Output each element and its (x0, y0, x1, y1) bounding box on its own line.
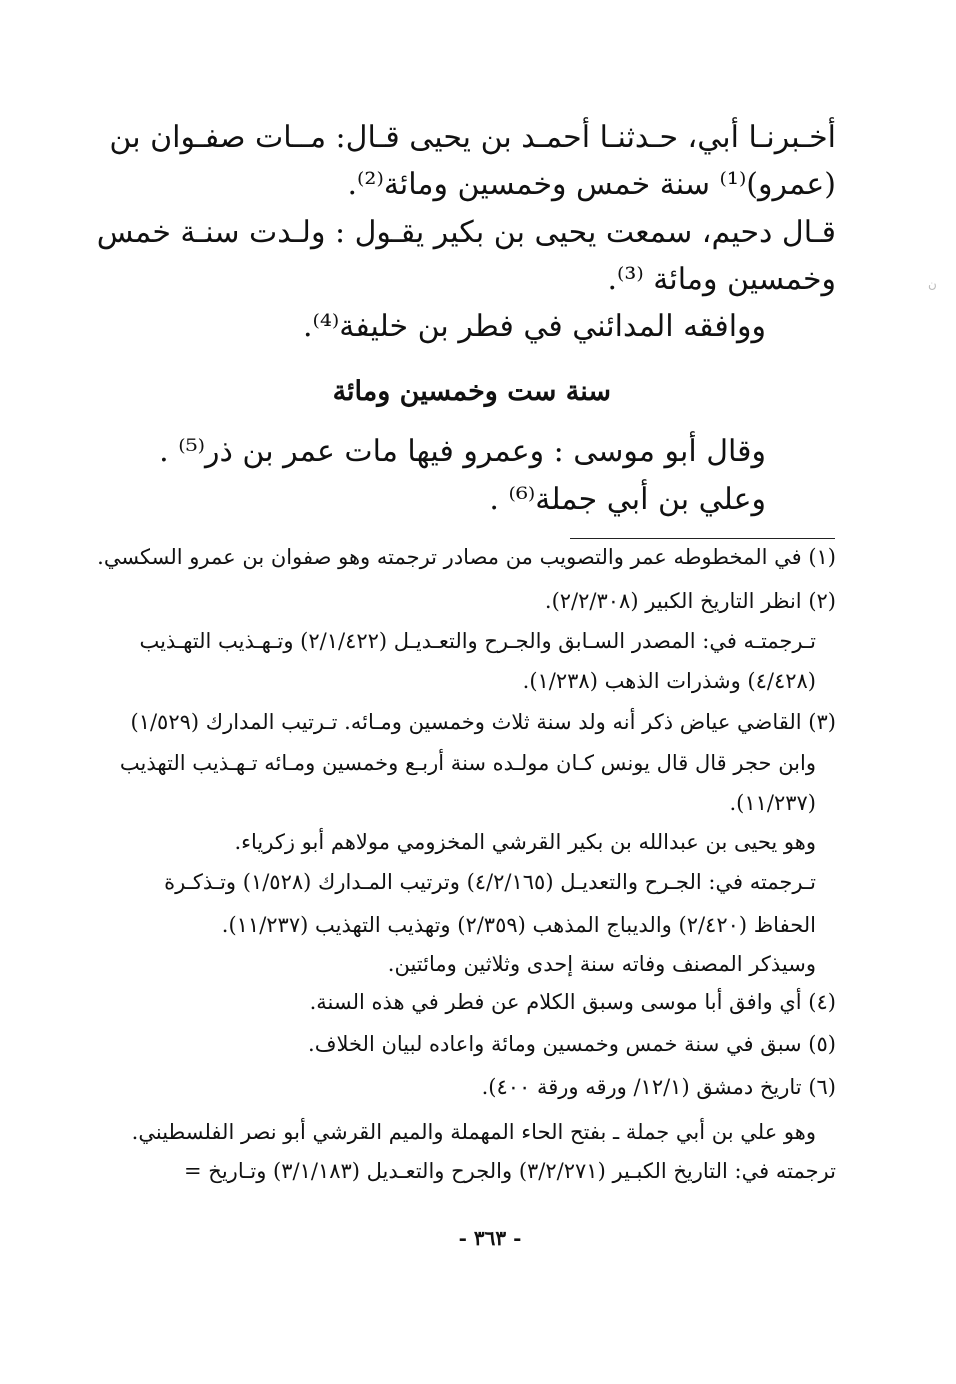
footnote-5: (٥) سبق في سنة خمس وخمسين ومائة واعاده لبيان الخلاف. (308, 1032, 836, 1056)
footnote-3-cont-2: (١١/٢٣٧). (729, 791, 816, 815)
main-text-line-4: وخمسين ومائة ⁽³⁾. (607, 262, 836, 297)
main-text-line-3: قـال دحيم، سمعت يحيى بن بكير يقـول : ولـدت سنـة خمس (96, 215, 836, 250)
footnote-separator (570, 538, 835, 539)
main-text-line-5: ووافقه المدائني في فطر بن خليفة⁽⁴⁾. (302, 309, 766, 344)
footnote-3-cont-3: وهو يحيى بن عبدالله بن بكير القرشي المخزومي مولاهم أبو زكرياء. (234, 830, 816, 854)
main-text-line-7: وعلي بن أبي جملة⁽⁶⁾ . (489, 482, 766, 517)
margin-mark: ن (928, 277, 937, 291)
main-text-line-1: أخـبرنـا أبي، حـدثنـا أحمـد بن يحيى قـال: مــات صفـوان بن (109, 120, 836, 155)
footnote-6-cont-2: ترجمته في: التاريخ الكبـير (٣/٢/٢٧١) والجرح والتعـديل (٣/١/١٨٣) وتـاريخ = (184, 1159, 836, 1183)
footnote-3-cont-1: وابن حجر قال قال يونس كـان مولـده سنة أربـع وخمسين ومـائه تـهـذيب التهذيب (119, 751, 816, 775)
section-heading: سنة ست وخمسين ومائة (332, 376, 611, 407)
main-text-line-2: (عمرو)⁽¹⁾ سنة خمس وخمسين ومائة⁽²⁾. (347, 167, 836, 202)
footnote-2-cont-2: (٤/٤٢٨) وشذرات الذهب (١/٢٣٨). (522, 669, 816, 693)
footnote-2-cont-1: تـرجمتـه في: المصدر السـابق والجـرح والتعـديـل (٢/١/٤٢٢) وتـهـذيب التهـذيب (139, 629, 816, 653)
footnote-6: (٦) تاريخ دمشق (١٢/١/ ورقه ورقة ٤٠٠). (481, 1075, 836, 1099)
page-number: - ٣٦٣ - (458, 1226, 522, 1250)
footnote-6-cont-1: وهو علي بن أبي جملة ـ بفتح الحاء المهملة والميم القرشي أبو نصر الفلسطيني. (131, 1120, 816, 1144)
footnote-3-cont-5: الحفاظ (٢/٤٢٠) والديباج المذهب (٢/٣٥٩) وتهذيب التهذيب (١١/٢٣٧). (221, 913, 816, 937)
footnote-1: (١) في المخطوطه عمر والتصويب من مصادر ترجمته وهو صفوان بن عمرو السكسي. (97, 545, 836, 569)
footnote-3-cont-6: وسيذكر المصنف وفاته سنة إحدى وثلاثين ومائتين. (387, 952, 816, 976)
footnote-3: (٣) القاضي عياض ذكر أنه ولد سنة ثلاث وخمسين ومـائه. تـرتيب المدارك (١/٥٢٩) (130, 710, 836, 734)
footnote-4: (٤) أي وافق أبا موسى وسبق الكلام عن فطر في هذه السنة. (309, 990, 836, 1014)
footnote-3-cont-4: تـرجمته في: الجـرح والتعديـل (٤/٢/١٦٥) وترتيب المـدارك (١/٥٢٨) وتـذكـرة (164, 870, 816, 894)
footnote-2: (٢) انظر التاريخ الكبير (٢/٢/٣٠٨). (544, 589, 836, 613)
main-text-line-6: وقال أبو موسى : وعمرو فيها مات عمر بن ذر⁽⁵⁾ . (159, 434, 766, 469)
